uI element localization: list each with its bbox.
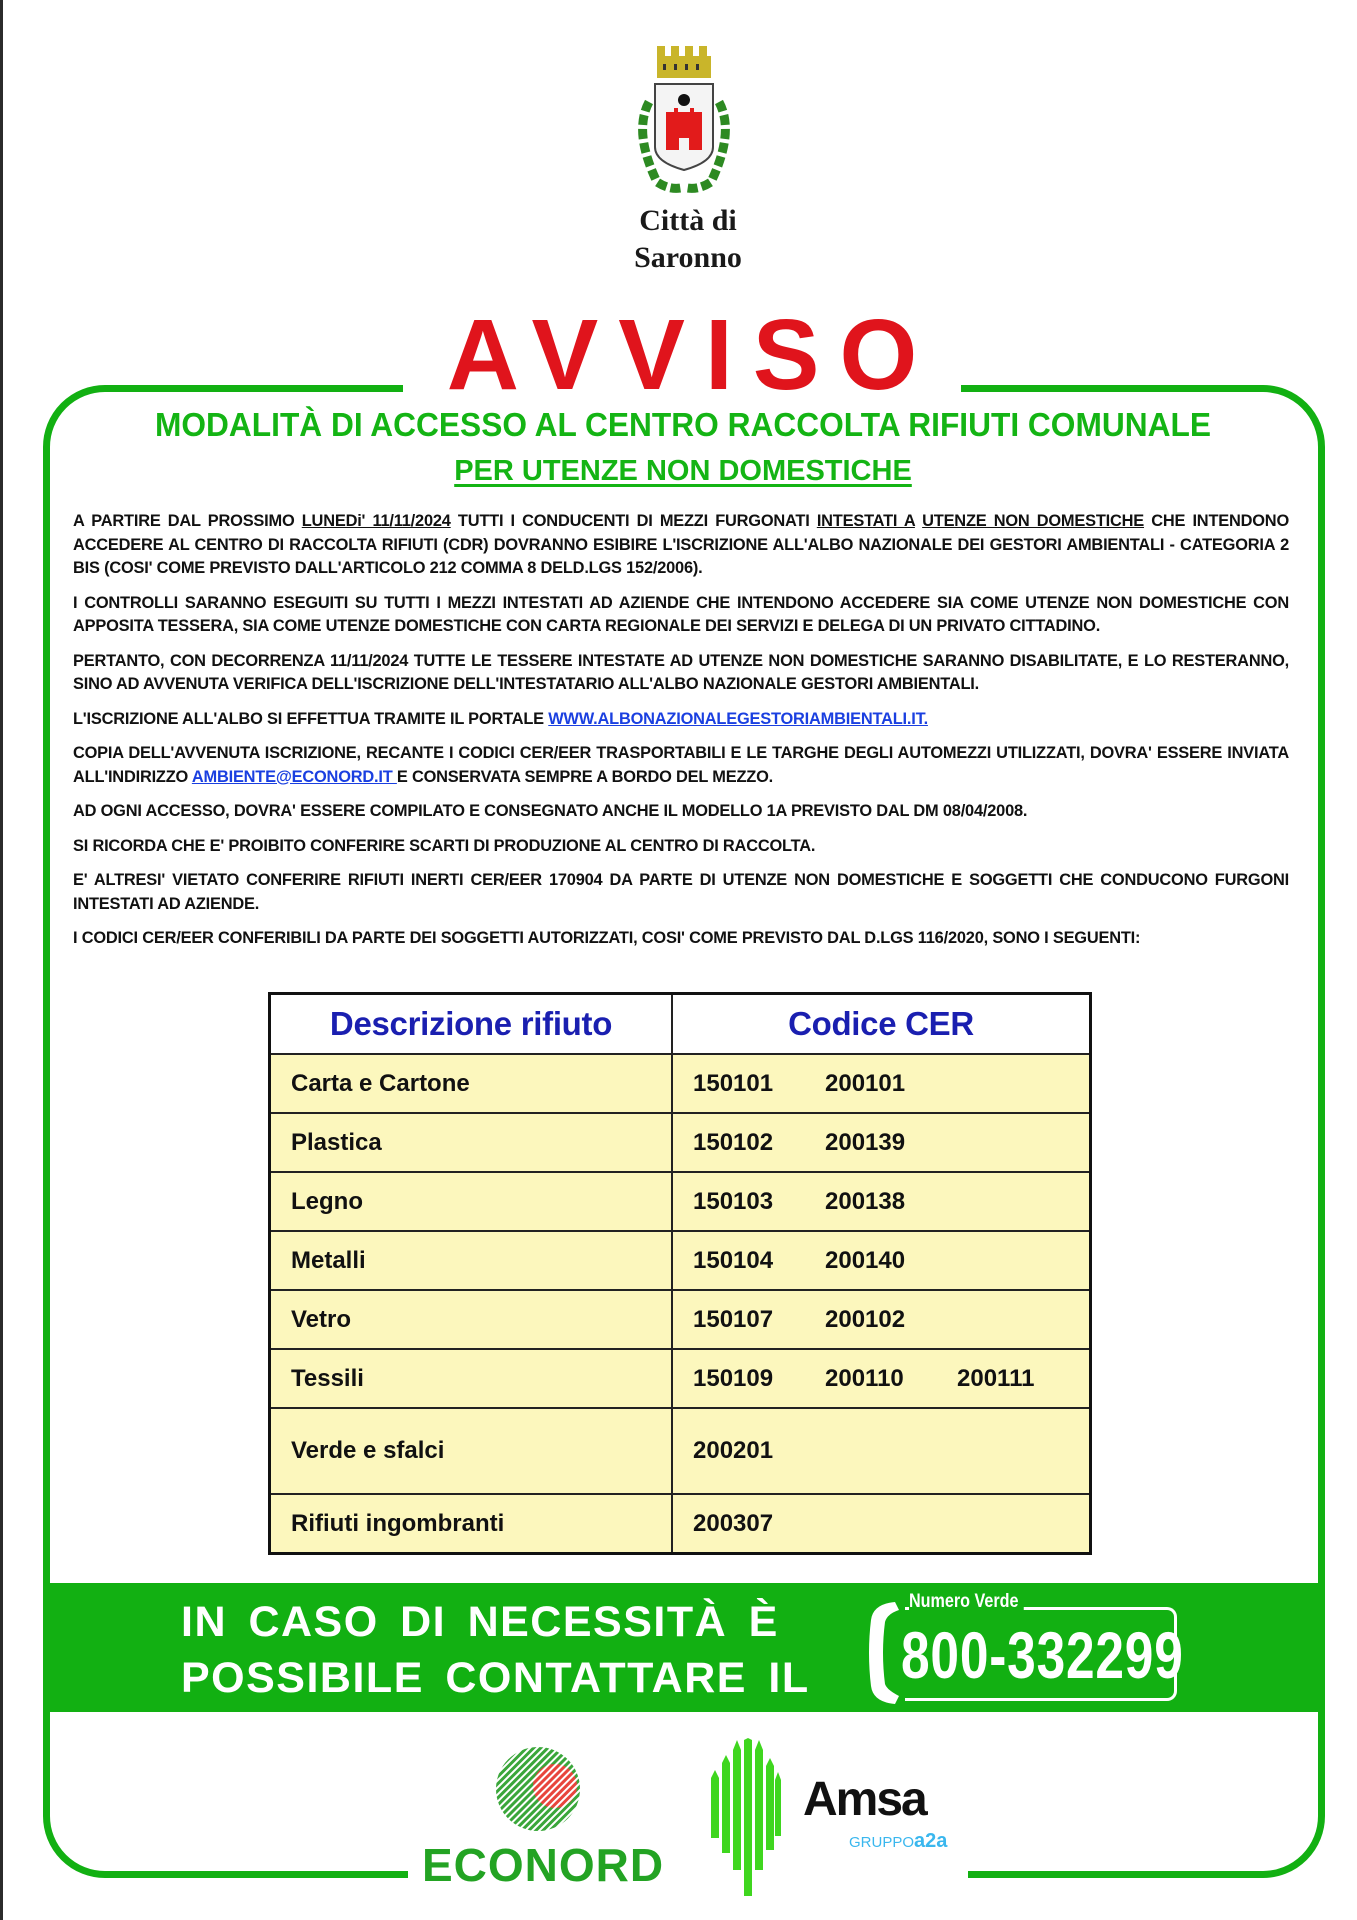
waste-description: Rifiuti ingombranti [270,1494,673,1554]
econord-wordmark: ECONORD [421,1839,665,1891]
cer-code: 200101 [825,1069,906,1097]
cer-code [957,1129,1089,1157]
cer-code: 150101 [693,1069,774,1097]
waste-description: Verde e sfalci [270,1408,673,1494]
toll-free-label: Numero Verde [909,1590,1024,1614]
cer-code [957,1188,1089,1216]
city-name-line2: Saronno [634,241,742,274]
contact-text-line2: POSSIBILE CONTATTARE IL [181,1654,810,1702]
page-title: AVVISO [446,299,938,411]
cer-code [957,1306,1089,1334]
saronno-coat-of-arms-icon [619,42,749,202]
cer-codes [673,1510,1089,1538]
cer-code: 200201 [693,1437,774,1464]
text: L'ISCRIZIONE ALL'ALBO SI EFFETTUA TRAMITE IL PORTALE [73,709,549,728]
emphasis: INTESTATI A [816,512,915,530]
emphasis: UTENZE NON DOMESTICHE [922,512,1145,530]
cer-codes-cell [672,1408,1091,1494]
paragraph-start-date [73,510,1289,581]
cer-code: 200110 [825,1364,904,1392]
econord-logo-icon [493,1744,583,1834]
text: A PARTIRE DAL PROSSIMO [73,512,302,530]
cer-codes [673,1247,1089,1275]
cer-code: 150102 [693,1128,774,1156]
table-row [270,1494,1091,1554]
headline: MODALITÀ DI ACCESSO AL CENTRO RACCOLTA RIFIUTI COMUNALE [155,406,1211,443]
cer-code: 150103 [693,1187,774,1215]
subheadline-text: PER UTENZE NON DOMESTICHE [454,455,912,487]
cer-codes-cell [672,1349,1091,1408]
paragraph-forbidden: SI RICORDA CHE E' PROIBITO CONFERIRE SCARTI DI PRODUZIONE AL CENTRO DI RACCOLTA. [73,836,816,855]
paragraph-model: AD OGNI ACCESSO, DOVRA' ESSERE COMPILATO E CONSEGNATO ANCHE IL MODELLO 1A PREVISTO DAL DM 08/04/2008. [73,802,1028,820]
cer-codes-cell [672,1054,1091,1113]
contact-text-line1: IN CASO DI NECESSITÀ È [181,1598,779,1646]
city-name [563,202,813,276]
paragraph-disabled-cards: PERTANTO, CON DECORRENZA 11/11/2024 TUTTE LE TESSERE INTESTATE AD UTENZE NON DOMESTICHE SARANNO DISABILITATE, E LO RESTERANNO, SINO AD AVVENUTA VERIFICA DELL'ISCRIZIONE DELL'INTESTATARIO ALL'ALBO NAZIONALE GESTORI AMBIENTALI. [73,651,1289,693]
notice-body [73,510,1289,962]
cer-code [957,1437,1089,1465]
cer-codes-cell [672,1494,1091,1554]
group-text: GRUPPO [849,1834,915,1851]
table-row [270,1231,1091,1290]
cer-code: 150104 [693,1246,774,1274]
portal-link[interactable]: WWW.ALBONAZIONALEGESTORIAMBIENTALI.IT. [548,709,928,728]
cer-code: 150107 [693,1305,774,1333]
table-header-row [270,994,1091,1055]
toll-free-number[interactable]: 800-332299 [901,1618,1184,1692]
cer-codes [673,1437,1089,1465]
column-header-code: Codice CER [672,994,1091,1055]
cer-code [825,1510,957,1538]
paragraph-controls: I CONTROLLI SARANNO ESEGUITI SU TUTTI I MEZZI INTESTATI AD AZIENDE CHE INTENDONO ACCEDERE SIA COME UTENZE NON DOMESTICHE CON APPOSITA TESSERA, SIA COME UTENZE DOMESTICHE CON CARTA REGIONALE DEI SERVIZI E DELEGA DI UN PRIVATO CITTADINO. [73,593,1289,635]
text: COPIA DELL'AVVENUTA ISCRIZIONE, RECANTE I CODICI CER/EER TRASPORTABILI E LE TARGHE DEGLI AUTOMEZZI UTILIZZATI, DOVRA' ESSERE INVIATA ALL'INDIRIZZO [73,744,1289,786]
waste-description: Legno [270,1172,673,1231]
cer-codes-cell [672,1113,1091,1172]
cer-code: 200307 [693,1509,774,1537]
cer-code [825,1437,957,1465]
waste-description: Vetro [270,1290,673,1349]
cer-code: 200138 [825,1187,906,1215]
waste-description: Plastica [270,1113,673,1172]
cer-codes-cell [672,1172,1091,1231]
paragraph-portal [73,708,1289,732]
a2a-text: a2a [914,1830,948,1852]
cer-codes [673,1129,1089,1157]
paragraph-copy [73,742,1289,789]
cer-code [957,1510,1089,1538]
cer-codes-cell [672,1231,1091,1290]
crown-icon [657,46,711,78]
table-row [270,1408,1091,1494]
table-row [270,1054,1091,1113]
text: CHE INTENDONO ACCEDERE AL CENTRO DI RACCOLTA RIFIUTI (CDR) DOVRANNO ESIBIRE L'ISCRIZIONE ALL'ALBO NAZIONALE DEI GESTORI AMBIENTALI - CATEGORIA 2 BIS (COSI' COME PREVISTO DALL'ARTICOLO 212 COMMA 8 DELD.LGS 152/2006). [73,512,1289,577]
table-row [270,1290,1091,1349]
cer-code: 200139 [825,1128,906,1156]
waste-description: Tessili [270,1349,673,1408]
text: E CONSERVATA SEMPRE A BORDO DEL MEZZO. [396,767,773,786]
phone-handset-icon [865,1600,905,1706]
table-row [270,1172,1091,1231]
subheadline [63,452,1303,490]
waste-description: Metalli [270,1231,673,1290]
city-name-line1: Città di [639,204,737,237]
cer-code [957,1247,1089,1275]
paragraph-prohibited-inert: E' ALTRESI' VIETATO CONFERIRE RIFIUTI INERTI CER/EER 170904 DA PARTE DI UTENZE NON DOMESTICHE E SOGGETTI CHE CONDUCONO FURGONI INTESTATI AD AZIENDE. [73,871,1289,913]
cer-codes-cell [672,1290,1091,1349]
amsa-group-label [849,1832,947,1852]
cer-code: 200140 [825,1246,906,1274]
waste-description: Carta e Cartone [270,1054,673,1113]
cer-codes [673,1070,1089,1098]
cer-codes-table [268,992,1092,1555]
contact-text [181,1594,841,1706]
amsa-wordmark: Amsa [803,1773,926,1826]
column-header-description: Descrizione rifiuto [270,994,673,1055]
cer-codes [673,1188,1089,1216]
table-row [270,1349,1091,1408]
amsa-logo-icon [703,1738,783,1898]
table-row [270,1113,1091,1172]
cer-codes [673,1306,1089,1334]
text: TUTTI I CONDUCENTI DI MEZZI FURGONATI [450,512,817,530]
cer-code: 200111 [957,1364,1035,1392]
cer-code: 150109 [693,1364,774,1392]
start-date: LUNEDi' 11/11/2024 [301,512,451,530]
cer-code [957,1070,1089,1098]
cer-codes [673,1365,1089,1393]
paragraph-codes-intro: I CODICI CER/EER CONFERIBILI DA PARTE DEI SOGGETTI AUTORIZZATI, COSI' COME PREVISTO DAL D.LGS 116/2020, SONO I SEGUENTI: [73,929,1141,947]
email-link[interactable]: AMBIENTE@ECONORD.IT [191,767,397,786]
cer-code: 200102 [825,1305,906,1333]
